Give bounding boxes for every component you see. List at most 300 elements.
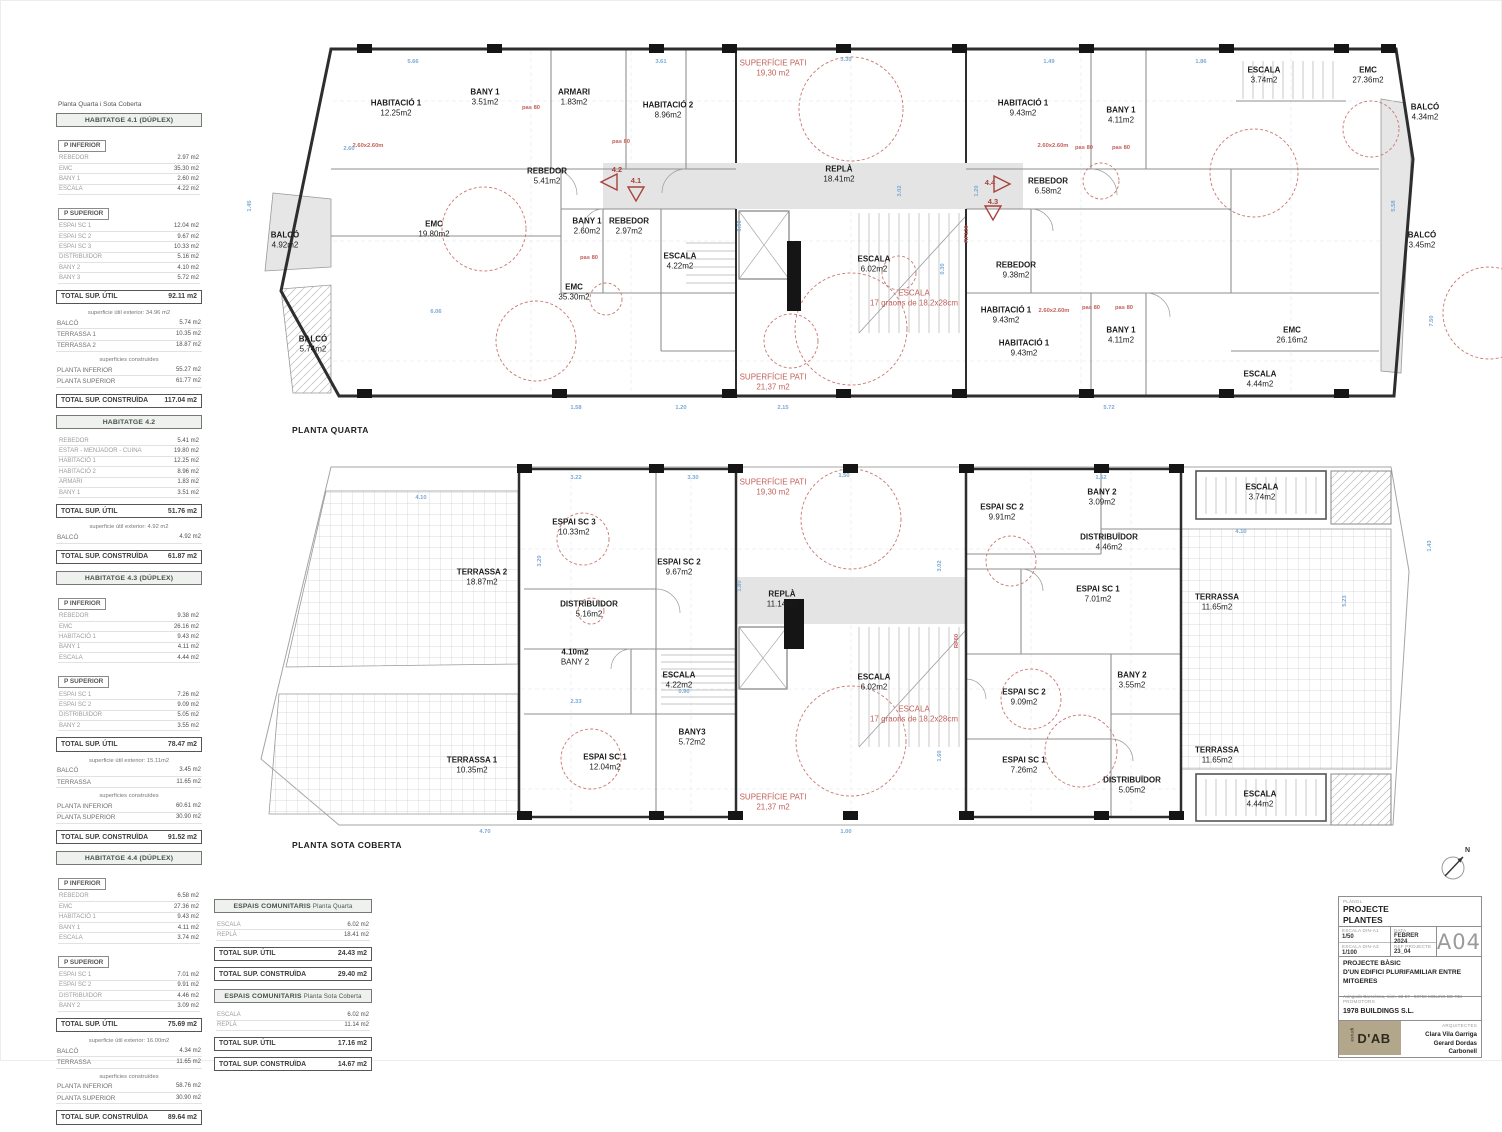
row-label: TERRASSA [57, 1058, 91, 1066]
label-name: 1.58 [570, 405, 582, 412]
room-label [271, 231, 299, 252]
north-arrow-icon [1433, 846, 1477, 890]
label-name: pas 80 [1074, 145, 1094, 152]
row-label: BALCÓ [57, 319, 79, 327]
table-row [58, 232, 200, 242]
room-label [1106, 326, 1135, 347]
dimension-label [840, 57, 851, 65]
room-label [1195, 593, 1239, 614]
label-area: 8.96m2 [654, 111, 682, 120]
label-name: 4.3 [987, 197, 999, 207]
label-name: pas 80 [611, 139, 631, 146]
project-name-line2: D'UN EDIFICI PLURIFAMILIAR ENTRE MITGERES [1343, 968, 1462, 985]
table-row [58, 242, 200, 252]
dimension-label [1235, 529, 1246, 537]
room-label [527, 167, 567, 188]
total-value: 29.40 m2 [337, 970, 367, 978]
row-label: REBEDOR [59, 613, 89, 620]
room-label [1246, 483, 1279, 504]
titleblock-footer-row [1339, 1021, 1481, 1055]
label-name: HABITACIÓ 1 [370, 98, 422, 108]
total-label: TOTAL SUP. ÚTIL [219, 1040, 276, 1048]
room-label [1087, 488, 1116, 509]
label-name: 1.49 [1043, 59, 1055, 66]
room-group [58, 872, 200, 943]
dimension-label [940, 263, 948, 274]
label-name: REPLÀ [768, 589, 796, 599]
table-row [58, 457, 200, 467]
room-label [1080, 533, 1138, 554]
architect-1: Clara Vila Garriga [1425, 1031, 1477, 1038]
label-name: SUPERFÍCIE PATI [739, 58, 807, 68]
communal-header-sub: Planta Sota Coberta [303, 993, 362, 1000]
label-name: EMC [425, 219, 443, 229]
total-label: TOTAL SUP. ÚTIL [61, 507, 118, 515]
label-name: pas 80 [1081, 305, 1101, 312]
table-row [58, 892, 200, 902]
section-marker-label [985, 178, 995, 188]
total-util [56, 1018, 202, 1032]
label-name: BANY 1 [1106, 325, 1136, 335]
table-row [58, 700, 200, 710]
label-name: HABITACIÓ 1 [980, 305, 1032, 315]
table-row [58, 902, 200, 912]
table-row [56, 1046, 202, 1057]
table-row [58, 273, 200, 283]
room-label [457, 568, 507, 589]
arquitectes-label: ARQUITECTES [1442, 1023, 1477, 1028]
row-label: TERRASSA 1 [57, 331, 96, 338]
communal-header [214, 899, 372, 913]
label-name: 3.02 [937, 560, 944, 572]
row-value: 7.26 m2 [177, 691, 199, 698]
row-label: BANY 2 [59, 722, 81, 729]
annotation-label [1075, 145, 1093, 153]
row-value: 3.74 m2 [177, 934, 199, 941]
label-area: 4.92m2 [271, 241, 299, 250]
table-row [58, 711, 200, 721]
row-label: HABITACIÓ 1 [59, 914, 96, 921]
label-area: 11.65m2 [1201, 603, 1233, 612]
total-value: 75.69 m2 [167, 1021, 197, 1029]
north-label: N [1465, 847, 1471, 854]
sidebar-title: Planta Quarta i Sota Coberta [58, 101, 142, 108]
room-label [1195, 746, 1239, 767]
label-area: 4.11m2 [1107, 336, 1135, 345]
label-name: 1.43 [1427, 540, 1434, 552]
annotation-label [1039, 308, 1070, 316]
habitatge-block-1 [56, 113, 202, 408]
annotation-label [1082, 305, 1100, 313]
row-value: 4.44 m2 [177, 654, 199, 661]
data-label: DATA [1393, 928, 1407, 933]
row-value: 55.27 m2 [175, 366, 201, 373]
label-name: REBEDOR [995, 260, 1037, 270]
dimension-label [777, 405, 788, 413]
habitatge-header: HABITATGE 4.2 [56, 415, 202, 429]
annotation-label [964, 225, 972, 242]
total-value: 89.64 m2 [167, 1113, 197, 1121]
table-row [56, 813, 202, 824]
total-built [56, 394, 202, 408]
row-label: REPLÀ [217, 932, 237, 939]
room-label [678, 728, 705, 749]
escala-a3-value: 1/100 [1342, 950, 1358, 956]
room-label [470, 88, 499, 109]
room-label [1244, 370, 1277, 391]
label-name: 5.66 [407, 59, 419, 66]
label-name: BANY 1 [1106, 105, 1136, 115]
table-row [56, 1093, 202, 1104]
escala-a1-value: 1/50 [1342, 934, 1354, 940]
room-label [609, 217, 649, 238]
annotation-label [580, 255, 598, 263]
label-name: BALCÓ [1407, 230, 1437, 240]
row-label: EMC [59, 903, 73, 910]
total-label: TOTAL SUP. ÚTIL [61, 293, 118, 301]
label-name: 3.30 [840, 57, 852, 64]
annotation-label [1112, 145, 1130, 153]
row-value: 30.90 m2 [175, 814, 201, 821]
row-value: 9.91 m2 [177, 982, 199, 989]
row-value: 4.34 m2 [179, 1047, 201, 1054]
row-label: HABITACIÓ 2 [59, 468, 96, 475]
row-value: 5.05 m2 [177, 712, 199, 719]
label-area: 4.11m2 [1107, 116, 1135, 125]
room-label [558, 88, 590, 109]
label-name: 1.80 [737, 580, 744, 592]
dimension-label [840, 829, 851, 837]
table-row [58, 478, 200, 488]
label-name: 3.61 [655, 59, 667, 66]
built-rows [56, 365, 202, 388]
table-row [58, 643, 200, 653]
annotation-label [522, 105, 540, 113]
table-row [58, 933, 200, 943]
built-note: superficies construïdes [99, 1073, 159, 1080]
room-group [58, 670, 200, 731]
total-built [56, 830, 202, 844]
habitatge-header: HABITATGE 4.4 (DÚPLEX) [56, 851, 202, 865]
label-name: 4.70 [479, 829, 491, 836]
row-label: REBEDOR [59, 893, 89, 900]
row-label: ESTAR - MENJADOR - CUINA [59, 448, 142, 455]
room-label [1103, 776, 1161, 797]
dimension-label [570, 475, 581, 483]
table-row [58, 913, 200, 923]
label-area: 7.01m2 [1084, 595, 1112, 604]
label-name: 4.4 [984, 178, 996, 188]
label-name: 0.30 [940, 263, 947, 275]
label-name: SUPERFÍCIE PATI [739, 477, 807, 487]
table-row [58, 488, 200, 498]
label-name: ARMARI [558, 87, 590, 97]
label-area: 3.74m2 [1248, 493, 1276, 502]
label-name: ESPAI SC 2 [1002, 687, 1046, 697]
total-value: 24.43 m2 [337, 950, 367, 958]
total-label: TOTAL SUP. CONSTRUÏDA [61, 553, 149, 561]
total-label: TOTAL SUP. CONSTRUÏDA [61, 1113, 149, 1121]
room-label [558, 283, 589, 304]
room-label [981, 306, 1032, 327]
promotors-label: PROMOTORS [1343, 999, 1375, 1004]
label-area: 18.41m2 [823, 175, 855, 184]
label-area: 10.33m2 [558, 528, 590, 537]
table-row [58, 653, 200, 663]
row-label: PLANTA SUPERIOR [57, 1094, 116, 1102]
label-area: 12.25m2 [380, 109, 412, 118]
row-label: DISTRIBUIDOR [59, 712, 103, 719]
room-label [1352, 66, 1383, 87]
project-address: Avinguda Barcelona, núm. 33-57 · 08750 MOLINS DE REI [1343, 993, 1463, 999]
row-label: TERRASSA 2 [57, 342, 96, 350]
section-marker-label [631, 176, 641, 186]
table-row [56, 1057, 202, 1068]
row-label: REBEDOR [59, 437, 89, 444]
label-name: 1.20 [675, 405, 687, 412]
row-value: 9.43 m2 [177, 633, 199, 640]
row-label: EMC [59, 165, 73, 172]
dimension-label [570, 699, 581, 707]
label-area: 9.91m2 [988, 513, 1016, 522]
label-name: EMC [565, 282, 583, 292]
label-name: ESCALA [1243, 789, 1277, 799]
row-value: 18.87 m2 [175, 342, 201, 349]
total-label: TOTAL SUP. CONSTRUÏDA [61, 397, 149, 405]
row-value: 11.65 m2 [176, 778, 201, 785]
titleblock-name-cell [1339, 897, 1481, 927]
label-area: 10.35m2 [456, 766, 488, 775]
dimension-label [937, 560, 945, 571]
table-row [216, 1010, 370, 1020]
room-label [1002, 688, 1045, 709]
label-name: 6.06 [430, 309, 442, 316]
room-label [1276, 326, 1307, 347]
row-label: ESCALA [59, 654, 83, 661]
room-group [58, 951, 200, 1012]
label-area: 4.22m2 [665, 681, 693, 690]
exterior-note: superficie útil exterior: 34.96 m2 [87, 309, 171, 316]
dimension-label [678, 689, 689, 697]
total-util [56, 290, 202, 304]
label-area: 3.51m2 [471, 98, 499, 107]
group-heading: P INFERIOR [58, 140, 106, 152]
label-name: ESPAI SC 1 [1002, 755, 1046, 765]
room-label [980, 503, 1023, 524]
area-tables-sidebar [56, 101, 202, 1132]
row-value: 61.77 m2 [175, 378, 201, 385]
label-area: 2.60m2 [573, 227, 601, 236]
room-group [58, 436, 200, 498]
label-name: 2.60x2.60m [1038, 308, 1070, 315]
total-value: 17.16 m2 [337, 1040, 367, 1048]
row-label: PLANTA SUPERIOR [57, 378, 116, 386]
label-name: 5.72 [1103, 405, 1115, 412]
row-value: 6.02 m2 [347, 1011, 369, 1018]
table-row [58, 467, 200, 477]
row-value: 9.38 m2 [177, 613, 199, 620]
row-label: ESCALA [217, 921, 241, 928]
row-label: PLANTA INFERIOR [57, 366, 113, 374]
room-label [996, 261, 1036, 282]
row-value: 10.33 m2 [173, 243, 199, 250]
table-row [56, 376, 202, 387]
row-label: ESPAI SC 2 [59, 701, 92, 708]
room-label [299, 335, 327, 356]
label-name: 0.90 [737, 220, 744, 232]
table-row [56, 329, 202, 340]
label-name: 4.2 [611, 165, 623, 175]
total-value: 117.04 m2 [164, 397, 197, 405]
row-value: 5.72 m2 [177, 275, 199, 282]
exterior-note: superficie útil exterior: 15.11m2 [88, 757, 170, 764]
label-area: 5.05m2 [1118, 786, 1146, 795]
row-value: 11.14 m2 [344, 1022, 369, 1029]
group-heading: P SUPERIOR [58, 208, 109, 220]
label-name: SUPERFÍCIE PATI [739, 372, 807, 382]
row-value: 8.96 m2 [177, 468, 199, 475]
label-name: ESCALA [898, 288, 930, 298]
room-group [58, 592, 200, 663]
row-label: PLANTA INFERIOR [57, 803, 113, 810]
total-value: 51.76 m2 [167, 507, 197, 515]
dimension-label [1095, 475, 1106, 483]
total-built [214, 967, 372, 981]
label-name: RF60 [954, 633, 961, 649]
annotation-label [740, 478, 807, 499]
total-util [56, 737, 202, 751]
label-name: ESCALA [1245, 482, 1279, 492]
label-name: REBEDOR [1027, 176, 1069, 186]
label-name: BANY 2 [1087, 487, 1117, 497]
label-area: 7.26m2 [1010, 766, 1038, 775]
dimension-label [1429, 315, 1437, 326]
room-label [823, 165, 854, 186]
row-value: 3.09 m2 [177, 1002, 199, 1009]
room-label [1117, 671, 1146, 692]
dimension-label [1391, 200, 1399, 211]
label-name: DISTRIBUÏDOR [1103, 775, 1161, 785]
label-name: 1.86 [1195, 59, 1207, 66]
label-area: 5.16m2 [575, 610, 603, 619]
dimension-label [737, 580, 745, 591]
label-area: 3.45m2 [1408, 241, 1436, 250]
label-name: DISTRIBUIDOR [560, 599, 618, 609]
promotor-name: 1978 BUILDINGS S.L. [1343, 1008, 1414, 1015]
row-value: 27.36 m2 [173, 903, 199, 910]
room-label [1002, 756, 1045, 777]
label-area: 5.72m2 [678, 738, 706, 747]
label-name: 3.02 [897, 185, 904, 197]
label-name: 2.60 [343, 146, 355, 153]
titleblock-promotor-cell [1339, 997, 1481, 1021]
label-name: pas 80 [1114, 305, 1134, 312]
label-area: 4.46m2 [1095, 543, 1123, 552]
room-label [371, 99, 422, 120]
label-name: 3.20 [537, 555, 544, 567]
label-name: ESCALA [1247, 65, 1281, 75]
dimension-label [838, 473, 849, 481]
communal-block-2 [214, 989, 372, 1071]
label-name: HABITACIÓ 1 [997, 98, 1049, 108]
row-label: BALCÓ [57, 767, 79, 775]
label-name: 2.33 [570, 699, 582, 706]
label-area: 9.43m2 [992, 316, 1020, 325]
dimension-label [937, 750, 945, 761]
row-value: 18.41 m2 [343, 932, 369, 939]
label-area: 27.36m2 [1352, 76, 1384, 85]
annotation-label [353, 143, 384, 151]
row-label: ARMARI [59, 479, 83, 486]
row-value: 1.83 m2 [177, 479, 199, 486]
row-label: BANY 1 [59, 175, 81, 182]
label-area: 18.87m2 [466, 578, 498, 587]
row-value: 3.55 m2 [177, 722, 199, 729]
dimension-label [415, 495, 426, 503]
row-label: BANY 1 [59, 644, 81, 651]
label-name: 4.10 [1235, 529, 1247, 536]
label-area: 9.38m2 [1002, 271, 1030, 280]
label-area: 5.41m2 [533, 177, 561, 186]
label-area: 4.22m2 [666, 262, 694, 271]
row-value: 58.76 m2 [175, 1083, 201, 1090]
escala-a1-label: ESCALA DIN-A1 [1342, 928, 1379, 933]
communal-tables [214, 899, 372, 1079]
habitatge-header: HABITATGE 4.1 (DÚPLEX) [56, 113, 202, 127]
label-area: 5.74m2 [299, 345, 327, 354]
row-label: EMC [59, 623, 73, 630]
row-value: 26.16 m2 [173, 623, 199, 630]
row-value: 19.80 m2 [173, 448, 199, 455]
label-name: ESCALA [1243, 369, 1277, 379]
label-area: 11.65m2 [1201, 756, 1233, 765]
room-label [657, 558, 700, 579]
group-heading: P INFERIOR [58, 878, 106, 890]
dimension-label [1427, 540, 1435, 551]
table-row [58, 174, 200, 184]
group-heading: P SUPERIOR [58, 676, 109, 688]
communal-header [214, 989, 372, 1003]
label-area: 19.80m2 [418, 230, 450, 239]
dimension-label [537, 555, 545, 566]
data-value: FEBRER 2024 [1393, 933, 1419, 945]
row-value: 30.90 m2 [175, 1094, 201, 1101]
section-marker-label [612, 165, 622, 175]
label-name: ESCALA [857, 672, 891, 682]
dimension-label [897, 185, 905, 196]
row-value: 3.51 m2 [177, 489, 199, 496]
titleblock-project-cell [1339, 957, 1481, 997]
group-heading: P INFERIOR [58, 598, 106, 610]
table-row [58, 436, 200, 446]
caption-planta-quarta: PLANTA QUARTA [292, 425, 369, 435]
label-name: 2.60x2.60m [352, 143, 384, 150]
communal-header-main: ESPAIS COMUNITARIS [224, 992, 304, 1000]
label-area: 3.09m2 [1088, 498, 1116, 507]
total-value: 61.87 m2 [167, 553, 197, 561]
label-name: DISTRIBUÏDOR [1080, 532, 1138, 542]
sheet-title-line1: PROJECTE [1343, 904, 1389, 914]
room-label [1028, 177, 1068, 198]
total-label: TOTAL SUP. CONSTRUÏDA [219, 970, 307, 978]
communal-rows [216, 1010, 370, 1031]
table-row [216, 930, 370, 940]
studio-logo [1339, 1021, 1401, 1055]
label-name: HABITACIÓ 1 [998, 338, 1050, 348]
row-label: DISTRIBUIDOR [59, 992, 103, 999]
table-row [56, 801, 202, 812]
label-area: 1.83m2 [560, 98, 588, 107]
